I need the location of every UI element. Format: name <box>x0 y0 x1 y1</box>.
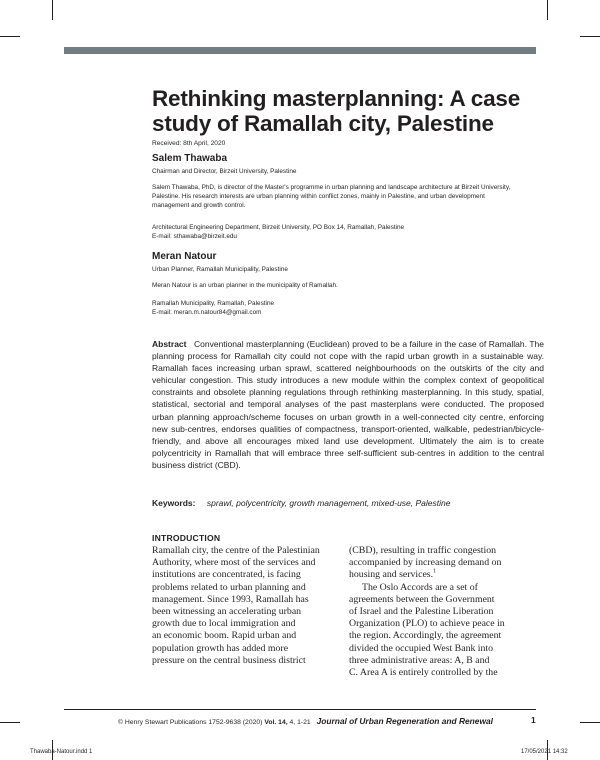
crop-mark <box>52 0 53 20</box>
page-footer <box>118 716 493 726</box>
body-line: divided the occupied West Bank into <box>349 642 494 654</box>
author-email[interactable]: E-mail: meran.m.natour84@gmail.com <box>152 309 262 316</box>
body-line: population growth has added more <box>152 642 289 654</box>
abstract <box>152 338 544 471</box>
author-role: Urban Planner, Ramallah Municipality, Palestine <box>152 266 288 273</box>
crop-mark <box>580 36 600 37</box>
abstract-text: Conventional masterplanning (Euclidean) proved to be a failure in the case of Ramallah. The planning process for Ramallah city could not cope with the rapid urban growth in a sustainable way. Ramallah faces increasing urban sprawl, scattered neighbourhoods on the outskirts of the city and vehicular congestion. This study introduces a new module within the complex context of geopolitical constraints and obsolete planning regulations through rethinking masterplanning. In this study, spatial, statistical, sectorial and temporal analyses of the past masterplans were conducted. The proposed urban planning approach/scheme focuses on urban growth in a well-connected city centre, enforcing new sub-centres, endorses qualities of compactness, transport-oriented, walkable, pedestrian/bicycle-friendly, and above all encourages mixed land use development. Ultimately the aim is to create polycentricity in Ramallah that will embrace three self-sufficient sub-centres in addition to the central business district (CBD). <box>152 339 544 470</box>
body-line: problems related to urban planning and <box>152 581 306 593</box>
volume: Vol. 14, <box>264 719 288 726</box>
crop-mark <box>580 722 600 723</box>
body-line: growth due to local immigration and <box>152 618 296 630</box>
abstract-label: Abstract <box>152 339 187 349</box>
author-email[interactable]: E-mail: sthawaba@birzeit.edu <box>152 233 237 240</box>
crop-mark <box>0 722 20 723</box>
body-line: Authority, where most of the services and <box>152 557 316 569</box>
body-column-left <box>152 545 330 667</box>
author-name: Salem Thawaba <box>152 153 228 164</box>
keywords-text: sprawl, polycentricity, growth management, mixed-use, Palestine <box>206 498 451 508</box>
body-line: (CBD), resulting in traffic congestion <box>349 545 497 556</box>
publisher-notice: © Henry Stewart Publications 1752-9638 (2020) <box>118 719 263 726</box>
print-slug-datetime: 17/05/2021 14:32 <box>521 749 568 755</box>
footnote-marker[interactable]: 1 <box>433 569 437 576</box>
author-bio: Meran Natour is an urban planner in the municipality of Ramallah. <box>152 282 338 289</box>
body-line: C. Area A is entirely controlled by the <box>349 667 498 679</box>
author-role: Chairman and Director, Birzeit University, Palestine <box>152 168 297 175</box>
body-line: Ramallah city, the centre of the Palestinian <box>152 545 320 556</box>
body-line: pressure on the central business district <box>152 654 306 666</box>
issue-pages: 4, 1-21 <box>289 719 311 726</box>
body-line: an economic boom. Rapid urban and <box>152 630 297 642</box>
body-line: three administrative areas: A, B and <box>349 654 490 666</box>
body-line: the region. Accordingly, the agreement <box>349 630 502 642</box>
keywords-label: Keywords: <box>152 498 196 508</box>
footer-rule <box>64 709 536 710</box>
body-line: accompanied by increasing demand on <box>349 557 502 569</box>
author-address: Ramallah Municipality, Ramallah, Palestine <box>152 300 275 307</box>
section-heading: INTRODUCTION <box>152 533 221 543</box>
journal-name: Journal of Urban Regeneration and Renewal <box>316 716 493 726</box>
crop-mark <box>0 36 20 37</box>
body-line: agreements between the Government <box>349 593 495 605</box>
received-date: Received: 8th April, 2020 <box>152 140 226 147</box>
keywords <box>152 498 544 508</box>
body-line: institutions are concentrated, is facing <box>152 569 301 581</box>
body-line: been witnessing an accelerating urban <box>152 606 302 618</box>
page-number: 1 <box>531 715 536 725</box>
article-title: Rethinking masterplanning: A case study of Ramallah city, Palestine <box>152 86 521 136</box>
author-bio-line: management and growth control. <box>152 202 246 210</box>
author-bio-line: Palestine. His research interests are urban planning within conflict zones, mainly in Palestine, and urban development <box>152 193 485 201</box>
print-slug-file: Thawaba-Natour.indd 1 <box>30 749 93 755</box>
author-address: Architectural Engineering Department, Birzeit University, PO Box 14, Ramallah, Palestine <box>152 224 405 231</box>
body-column-right <box>349 545 527 679</box>
body-line: Organization (PLO) to achieve peace in <box>349 618 505 630</box>
author-bio-line: Salem Thawaba, PhD, is director of the Master's programme in urban planning and landscape architecture at Birzeit University, <box>152 184 511 191</box>
body-line <box>349 569 527 581</box>
body-line: management. Since 1993, Ramallah has <box>152 593 309 605</box>
body-line: The Oslo Accords are a set of <box>362 581 478 593</box>
header-rule <box>64 47 536 54</box>
author-bio <box>152 183 542 211</box>
author-name: Meran Natour <box>152 251 217 262</box>
body-line-text: housing and services. <box>349 569 434 581</box>
body-line: of Israel and the Palestine Liberation <box>349 606 494 618</box>
crop-mark <box>547 0 548 20</box>
